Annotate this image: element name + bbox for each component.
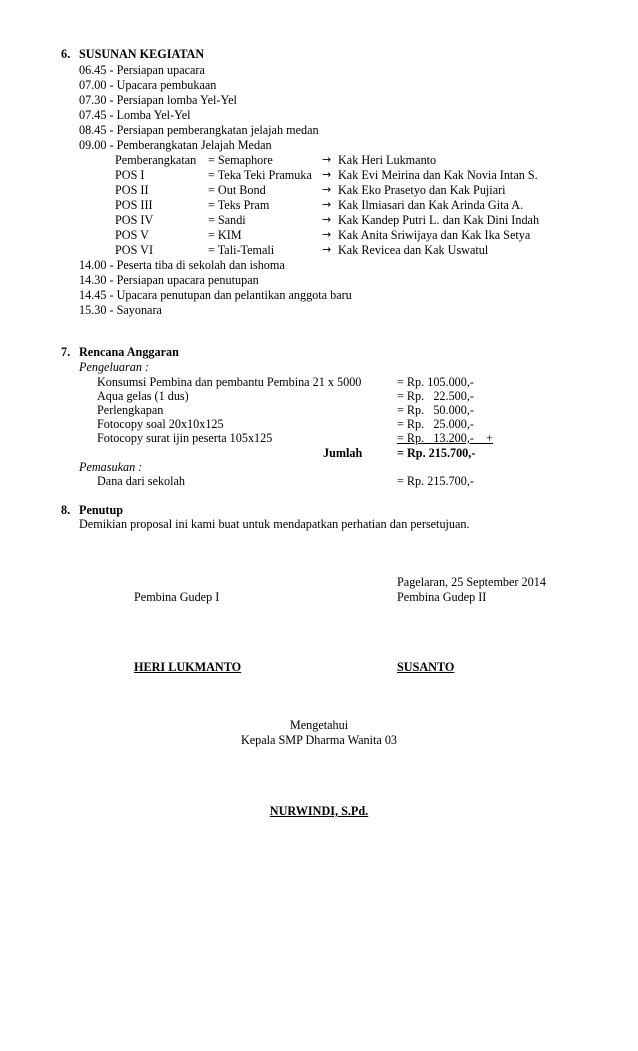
schedule-item: 07.00 - Upacara pembukaan bbox=[79, 78, 217, 92]
principal-name-wrap bbox=[0, 804, 638, 818]
expenses-label: Pengeluaran : bbox=[79, 360, 150, 374]
income-amount: = Rp. 215.700,- bbox=[397, 474, 474, 488]
income-label: Pemasukan : bbox=[79, 460, 143, 474]
expense-desc: Fotocopy soal 20x10x125 bbox=[97, 417, 224, 431]
principal-role: Kepala SMP Dharma Wanita 03 bbox=[240, 733, 398, 747]
place-date: Pagelaran, 25 September 2014 bbox=[397, 575, 546, 589]
section-6-title: SUSUNAN KEGIATAN bbox=[79, 47, 205, 61]
post-name: Pemberangkatan bbox=[115, 153, 197, 167]
arrow-right-icon: → bbox=[322, 153, 332, 166]
arrow-right-icon: → bbox=[322, 243, 332, 256]
schedule-item: 06.45 - Persiapan upacara bbox=[79, 63, 205, 77]
post-person: Kak Eko Prasetyo dan Kak Pujiari bbox=[338, 183, 506, 197]
section-7-title: Rencana Anggaran bbox=[79, 345, 179, 359]
schedule-item: 14.00 - Peserta tiba di sekolah dan ishoma bbox=[79, 258, 285, 272]
expense-amount: = Rp. 22.500,- bbox=[397, 389, 474, 403]
expense-amount: = Rp. 13.200,- + bbox=[397, 431, 494, 445]
post-name: POS V bbox=[115, 228, 149, 242]
left-signer-name: HERI LUKMANTO bbox=[134, 660, 242, 674]
section-6-number: 6. bbox=[61, 47, 71, 61]
schedule-item: 14.30 - Persiapan upacara penutupan bbox=[79, 273, 259, 287]
schedule-item: 09.00 - Pemberangkatan Jelajah Medan bbox=[79, 138, 272, 152]
total-label: Jumlah bbox=[323, 446, 363, 460]
acknowledge-label: Mengetahui bbox=[289, 718, 349, 732]
post-person: Kak Heri Lukmanto bbox=[338, 153, 437, 167]
arrow-right-icon: → bbox=[322, 168, 332, 181]
schedule-item: 07.30 - Persiapan lomba Yel-Yel bbox=[79, 93, 237, 107]
expense-amount: = Rp. 105.000,- bbox=[397, 375, 474, 389]
schedule-item: 07.45 - Lomba Yel-Yel bbox=[79, 108, 191, 122]
post-name: POS II bbox=[115, 183, 149, 197]
post-person: Kak Ilmiasari dan Kak Arinda Gita A. bbox=[338, 198, 524, 212]
section-7-number: 7. bbox=[61, 345, 71, 359]
right-signer-role: Pembina Gudep II bbox=[397, 590, 487, 604]
schedule-item: 08.45 - Persiapan pemberangkatan jelajah medan bbox=[79, 123, 319, 137]
arrow-right-icon: → bbox=[322, 213, 332, 226]
expense-desc: Perlengkapan bbox=[97, 403, 164, 417]
post-name: POS IV bbox=[115, 213, 154, 227]
schedule-item: 15.30 - Sayonara bbox=[79, 303, 162, 317]
closing-text: Demikian proposal ini kami buat untuk mendapatkan perhatian dan persetujuan. bbox=[79, 517, 470, 531]
expense-desc: Fotocopy surat ijin peserta 105x125 bbox=[97, 431, 273, 445]
post-person: Kak Kandep Putri L. dan Kak Dini Indah bbox=[338, 213, 540, 227]
right-signer-name: SUSANTO bbox=[397, 660, 455, 674]
post-activity: = Sandi bbox=[208, 213, 246, 227]
post-activity: = Teks Pram bbox=[208, 198, 270, 212]
post-person: Kak Evi Meirina dan Kak Novia Intan S. bbox=[338, 168, 538, 182]
post-activity: = Tali-Temali bbox=[208, 243, 275, 257]
left-signer-role: Pembina Gudep I bbox=[134, 590, 220, 604]
principal-name: NURWINDI, S.Pd. bbox=[269, 804, 369, 818]
income-desc: Dana dari sekolah bbox=[97, 474, 185, 488]
post-person: Kak Anita Sriwijaya dan Kak Ika Setya bbox=[338, 228, 531, 242]
expense-amount: = Rp. 50.000,- bbox=[397, 403, 474, 417]
arrow-right-icon: → bbox=[322, 198, 332, 211]
expense-amount: = Rp. 25.000,- bbox=[397, 417, 474, 431]
total-value: = Rp. 215.700,- bbox=[397, 446, 476, 460]
expense-desc: Konsumsi Pembina dan pembantu Pembina 21 x 5000 bbox=[97, 375, 362, 389]
post-name: POS I bbox=[115, 168, 145, 182]
post-name: POS III bbox=[115, 198, 153, 212]
post-activity: = Out Bond bbox=[208, 183, 266, 197]
section-8-number: 8. bbox=[61, 503, 71, 517]
post-activity: = Semaphore bbox=[208, 153, 273, 167]
post-activity: = Teka Teki Pramuka bbox=[208, 168, 312, 182]
arrow-right-icon: → bbox=[322, 183, 332, 196]
section-8-title: Penutup bbox=[79, 503, 124, 517]
post-activity: = KIM bbox=[208, 228, 242, 242]
schedule-item: 14.45 - Upacara penutupan dan pelantikan anggota baru bbox=[79, 288, 352, 302]
expense-desc: Aqua gelas (1 dus) bbox=[97, 389, 189, 403]
arrow-right-icon: → bbox=[322, 228, 332, 241]
post-name: POS VI bbox=[115, 243, 154, 257]
post-person: Kak Revicea dan Kak Uswatul bbox=[338, 243, 489, 257]
